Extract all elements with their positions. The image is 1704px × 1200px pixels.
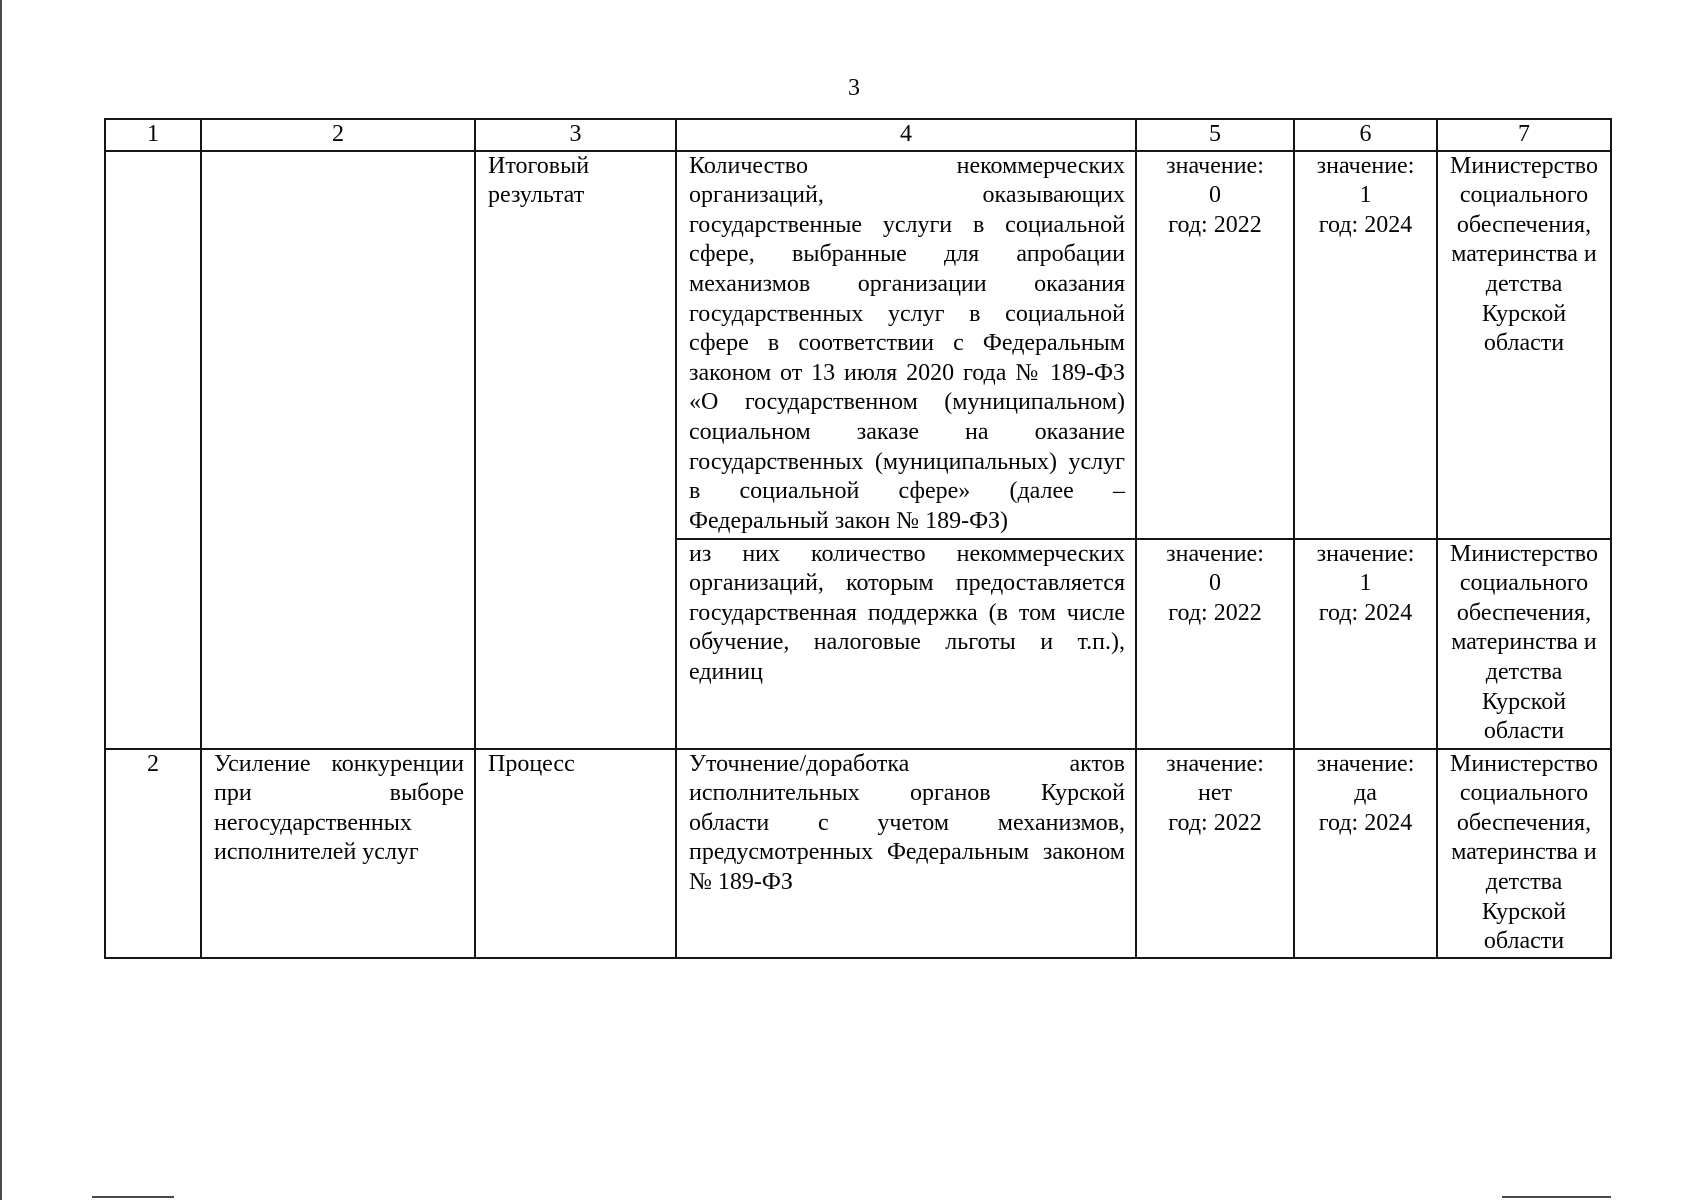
base-value-number: 0 (1209, 570, 1221, 597)
scan-left-edge (0, 0, 2, 1200)
header-cell-4: 4 (676, 119, 1136, 151)
target-value-label: значение: (1316, 750, 1415, 777)
cell-target-value (1294, 749, 1437, 958)
cell-responsible-line: Министерство (1450, 750, 1598, 777)
cell-responsible-line: материнства и (1451, 241, 1597, 268)
cell-base-value (1136, 749, 1294, 958)
cell-responsible-line: детства (1485, 658, 1563, 685)
cell-responsible-line: обеспечения, (1456, 599, 1592, 626)
cell-task (201, 749, 475, 958)
cell-responsible-line: Курской (1481, 300, 1567, 327)
cell-type-line: результат (488, 182, 585, 209)
row-number: 2 (147, 750, 159, 777)
base-value-number: 0 (1209, 182, 1221, 209)
cell-indicator-line: государственных (муниципальных) услуг (689, 448, 1125, 475)
target-value-year: год: 2024 (1318, 599, 1413, 626)
cell-indicator-line: исполнительных органов Курской (689, 780, 1125, 807)
target-value-label: значение: (1316, 540, 1415, 567)
cell-indicator-line: Федеральный закон № 189-ФЗ) (689, 507, 1009, 534)
cell-task-line: исполнителей услуг (214, 839, 419, 866)
cell-indicator-line: механизмов организации оказания (689, 270, 1125, 297)
cell-responsible-line: социального (1459, 182, 1589, 209)
target-value-label: значение: (1316, 152, 1415, 179)
table-row (105, 749, 1611, 958)
cell-indicator-line: организаций, которым предоставляется (689, 570, 1125, 597)
target-value-number: 1 (1359, 182, 1372, 209)
header-cell-1: 1 (105, 119, 201, 151)
cell-indicator-line: социальном заказе на оказание (689, 418, 1125, 445)
cell-responsible-line: Курской (1481, 688, 1567, 715)
cell-type (475, 749, 676, 958)
scan-edge-mark (1502, 1196, 1611, 1198)
cell-indicator-line: законом от 13 июля 2020 года № 189-ФЗ (689, 359, 1125, 386)
cell-indicator-line: «О государственном (муниципальном) (689, 389, 1125, 416)
cell-target-value (1294, 151, 1437, 539)
cell-responsible-line: Министерство (1450, 152, 1598, 179)
header-row (105, 119, 1611, 151)
cell-number (105, 749, 201, 958)
cell-indicator-line: из них количество некоммерческих (689, 540, 1125, 567)
base-value-label: значение: (1166, 750, 1264, 777)
target-value-number: да (1354, 780, 1377, 807)
cell-base-value (1136, 539, 1294, 749)
base-value-year: год: 2022 (1168, 599, 1262, 626)
cell-base-value (1136, 151, 1294, 539)
cell-task (201, 151, 475, 749)
cell-indicator-line: государственная поддержка (в том числе (689, 599, 1125, 626)
table-row (105, 151, 1611, 539)
document-table (104, 118, 1612, 959)
cell-responsible-line: детства (1485, 868, 1563, 895)
cell-indicator-line: в социальной сфере» (далее – (689, 478, 1125, 505)
cell-responsible (1437, 539, 1611, 749)
cell-responsible (1437, 151, 1611, 539)
cell-indicator-line: сфере, выбранные для апробации (689, 241, 1125, 268)
cell-responsible-line: обеспечения, (1456, 809, 1592, 836)
cell-responsible (1437, 749, 1611, 958)
cell-indicator (676, 151, 1136, 539)
cell-indicator-line: обучение, налоговые льготы и т.п.), (689, 629, 1125, 656)
cell-type-line: Процесс (488, 750, 575, 777)
header-cell-3: 3 (475, 119, 676, 151)
cell-responsible-line: обеспечения, (1456, 211, 1592, 238)
base-value-year: год: 2022 (1168, 211, 1262, 238)
cell-indicator-line: сфере в соответствии с Федеральным (689, 330, 1125, 357)
base-value-number: нет (1198, 780, 1232, 807)
cell-type (475, 151, 676, 749)
cell-target-value (1294, 539, 1437, 749)
page-number: 3 (848, 75, 860, 101)
cell-task-line: при выборе (214, 780, 464, 807)
cell-type-line: Итоговый (488, 152, 590, 179)
base-value-year: год: 2022 (1168, 809, 1262, 836)
cell-responsible-line: материнства и (1451, 839, 1597, 866)
cell-task-line: негосударственных (214, 809, 412, 836)
cell-indicator (676, 539, 1136, 749)
cell-task-line: Усиление конкуренции (214, 750, 464, 777)
header-cell-5: 5 (1136, 119, 1294, 151)
cell-responsible-line: материнства и (1451, 629, 1597, 656)
cell-indicator-line: государственных услуг в социальной (689, 300, 1125, 327)
cell-responsible-line: области (1483, 330, 1565, 357)
scan-edge-mark (92, 1196, 174, 1198)
cell-responsible-line: области (1483, 718, 1565, 745)
base-value-label: значение: (1166, 540, 1264, 567)
cell-indicator-line: предусмотренных Федеральным законом (689, 839, 1125, 866)
cell-responsible-line: социального (1459, 570, 1589, 597)
header-cell-2: 2 (201, 119, 475, 151)
cell-indicator-line: области с учетом механизмов, (689, 809, 1125, 836)
header-cell-7: 7 (1437, 119, 1611, 151)
cell-indicator-line: государственные услуги в социальной (689, 211, 1125, 238)
cell-indicator-line: организаций, оказывающих (689, 182, 1125, 209)
header-cell-6: 6 (1294, 119, 1437, 151)
cell-indicator-line: Уточнение/доработка актов (689, 750, 1125, 777)
target-value-year: год: 2024 (1318, 809, 1413, 836)
cell-responsible-line: области (1483, 928, 1565, 955)
cell-responsible-line: Курской (1481, 898, 1567, 925)
cell-indicator-line: № 189-ФЗ (689, 868, 793, 895)
cell-responsible-line: Министерство (1450, 540, 1598, 567)
cell-responsible-line: детства (1485, 270, 1563, 297)
base-value-label: значение: (1166, 152, 1264, 179)
cell-responsible-line: социального (1459, 780, 1589, 807)
cell-indicator-line: Количество некоммерческих (689, 152, 1125, 179)
cell-indicator (676, 749, 1136, 958)
target-value-year: год: 2024 (1318, 211, 1413, 238)
cell-indicator-line: единиц (689, 658, 763, 685)
target-value-number: 1 (1359, 570, 1372, 597)
cell-number (105, 151, 201, 749)
